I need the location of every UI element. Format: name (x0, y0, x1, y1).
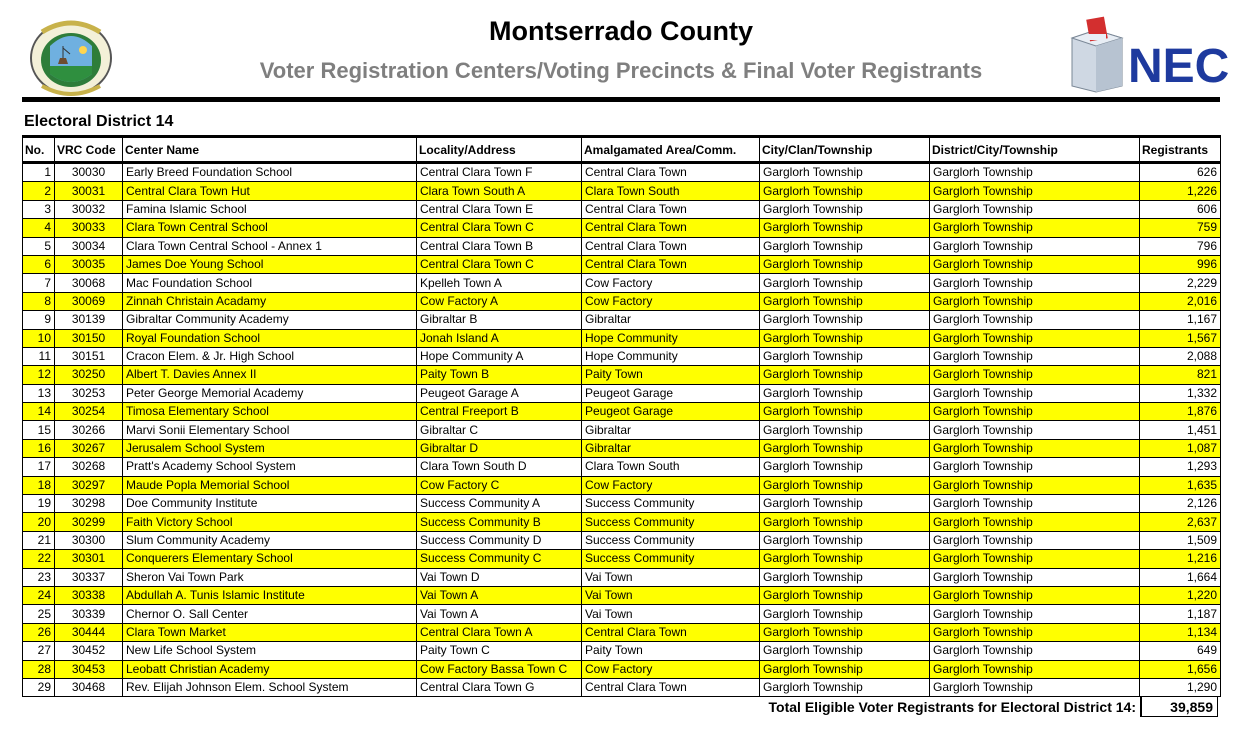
registrants: 1,087 (1140, 439, 1221, 457)
amalgamated-area: Clara Town South (582, 182, 760, 200)
district-township: Garglorh Township (930, 642, 1140, 660)
locality: Gibraltar C (417, 421, 582, 439)
district-township: Garglorh Township (930, 586, 1140, 604)
amalgamated-area: Paity Town (582, 642, 760, 660)
district-township: Garglorh Township (930, 163, 1140, 182)
registrants: 2,637 (1140, 513, 1221, 531)
registrants: 1,293 (1140, 458, 1221, 476)
row-number: 29 (23, 678, 55, 696)
center-name: Maude Popla Memorial School (123, 476, 417, 494)
table-header-row (23, 137, 1221, 163)
vrc-code: 30032 (55, 200, 123, 218)
locality: Vai Town A (417, 586, 582, 604)
registrants: 1,134 (1140, 623, 1221, 641)
locality: Success Community B (417, 513, 582, 531)
registrants: 996 (1140, 255, 1221, 273)
district-township: Garglorh Township (930, 623, 1140, 641)
center-name: Sheron Vai Town Park (123, 568, 417, 586)
vrc-code: 30033 (55, 219, 123, 237)
vrc-code: 30299 (55, 513, 123, 531)
amalgamated-area: Cow Factory (582, 660, 760, 678)
district-township: Garglorh Township (930, 311, 1140, 329)
amalgamated-area: Success Community (582, 550, 760, 568)
city-township: Garglorh Township (760, 366, 930, 384)
locality: Paity Town B (417, 366, 582, 384)
total-value: 39,859 (1140, 696, 1218, 717)
vrc-code: 30338 (55, 586, 123, 604)
district-township: Garglorh Township (930, 347, 1140, 365)
district-heading: Electoral District 14 (24, 113, 174, 130)
registrants: 606 (1140, 200, 1221, 218)
amalgamated-area: Success Community (582, 495, 760, 513)
amalgamated-area: Cow Factory (582, 292, 760, 310)
center-name: Abdullah A. Tunis Islamic Institute (123, 586, 417, 604)
table-row (23, 292, 1221, 310)
city-township: Garglorh Township (760, 274, 930, 292)
vrc-code: 30139 (55, 311, 123, 329)
vrc-code: 30267 (55, 439, 123, 457)
row-number: 22 (23, 550, 55, 568)
row-number: 19 (23, 495, 55, 513)
city-township: Garglorh Township (760, 403, 930, 421)
city-township: Garglorh Township (760, 237, 930, 255)
table-row (23, 495, 1221, 513)
precincts-table (22, 135, 1221, 697)
row-number: 2 (23, 182, 55, 200)
center-name: Clara Town Market (123, 623, 417, 641)
table-row (23, 513, 1221, 531)
vrc-code: 30301 (55, 550, 123, 568)
page-title: Montserrado County (488, 16, 753, 46)
table-row (23, 586, 1221, 604)
table-row (23, 237, 1221, 255)
nec-logo-text: NEC (1128, 40, 1230, 93)
amalgamated-area: Central Clara Town (582, 623, 760, 641)
district-township: Garglorh Township (930, 458, 1140, 476)
registrants: 1,220 (1140, 586, 1221, 604)
row-number: 20 (23, 513, 55, 531)
vrc-code: 30069 (55, 292, 123, 310)
amalgamated-area: Central Clara Town (582, 219, 760, 237)
locality: Central Clara Town A (417, 623, 582, 641)
vrc-code: 30468 (55, 678, 123, 696)
city-township: Garglorh Township (760, 531, 930, 549)
amalgamated-area: Clara Town South (582, 458, 760, 476)
vrc-code: 30337 (55, 568, 123, 586)
locality: Clara Town South A (417, 182, 582, 200)
table-row (23, 347, 1221, 365)
locality: Central Clara Town F (417, 163, 582, 182)
table-row (23, 568, 1221, 586)
center-name: Famina Islamic School (123, 200, 417, 218)
center-name: Jerusalem School System (123, 439, 417, 457)
center-name: Timosa Elementary School (123, 403, 417, 421)
vrc-code: 30444 (55, 623, 123, 641)
registrants: 2,016 (1140, 292, 1221, 310)
amalgamated-area: Central Clara Town (582, 237, 760, 255)
city-township: Garglorh Township (760, 384, 930, 402)
registrants: 1,290 (1140, 678, 1221, 696)
vrc-code: 30297 (55, 476, 123, 494)
locality: Clara Town South D (417, 458, 582, 476)
district-township: Garglorh Township (930, 678, 1140, 696)
city-township: Garglorh Township (760, 568, 930, 586)
row-number: 23 (23, 568, 55, 586)
center-name: Slum Community Academy (123, 531, 417, 549)
locality: Gibraltar B (417, 311, 582, 329)
district-township: Garglorh Township (930, 439, 1140, 457)
amalgamated-area: Hope Community (582, 347, 760, 365)
registrants: 626 (1140, 163, 1221, 182)
registrants: 2,088 (1140, 347, 1221, 365)
district-township: Garglorh Township (930, 403, 1140, 421)
registrants: 1,187 (1140, 605, 1221, 623)
registrants: 649 (1140, 642, 1221, 660)
row-number: 3 (23, 200, 55, 218)
district-township: Garglorh Township (930, 292, 1140, 310)
city-township: Garglorh Township (760, 329, 930, 347)
city-township: Garglorh Township (760, 678, 930, 696)
city-township: Garglorh Township (760, 513, 930, 531)
registrants: 796 (1140, 237, 1221, 255)
district-township: Garglorh Township (930, 329, 1140, 347)
city-township: Garglorh Township (760, 163, 930, 182)
city-township: Garglorh Township (760, 660, 930, 678)
header-divider (22, 97, 1220, 102)
registrants: 1,167 (1140, 311, 1221, 329)
district-township: Garglorh Township (930, 660, 1140, 678)
locality: Central Clara Town G (417, 678, 582, 696)
table-row (23, 439, 1221, 457)
table-row (23, 623, 1221, 641)
city-township: Garglorh Township (760, 642, 930, 660)
center-name: Albert T. Davies Annex II (123, 366, 417, 384)
registrants: 759 (1140, 219, 1221, 237)
row-number: 5 (23, 237, 55, 255)
column-header: VRC Code (55, 137, 123, 163)
registrants: 1,567 (1140, 329, 1221, 347)
locality: Peugeot Garage A (417, 384, 582, 402)
row-number: 6 (23, 255, 55, 273)
district-township: Garglorh Township (930, 605, 1140, 623)
row-number: 13 (23, 384, 55, 402)
row-number: 18 (23, 476, 55, 494)
registrants: 2,229 (1140, 274, 1221, 292)
locality: Vai Town D (417, 568, 582, 586)
table-row (23, 200, 1221, 218)
vrc-code: 30453 (55, 660, 123, 678)
table-row (23, 311, 1221, 329)
row-number: 16 (23, 439, 55, 457)
vrc-code: 30452 (55, 642, 123, 660)
center-name: Royal Foundation School (123, 329, 417, 347)
city-township: Garglorh Township (760, 476, 930, 494)
center-name: Cracon Elem. & Jr. High School (123, 347, 417, 365)
center-name: Zinnah Christain Acadamy (123, 292, 417, 310)
district-township: Garglorh Township (930, 219, 1140, 237)
center-name: Gibraltar Community Academy (123, 311, 417, 329)
locality: Central Clara Town E (417, 200, 582, 218)
city-township: Garglorh Township (760, 200, 930, 218)
district-township: Garglorh Township (930, 200, 1140, 218)
table-row (23, 403, 1221, 421)
district-township: Garglorh Township (930, 531, 1140, 549)
district-township: Garglorh Township (930, 421, 1140, 439)
registrants: 1,216 (1140, 550, 1221, 568)
city-township: Garglorh Township (760, 623, 930, 641)
registrants: 2,126 (1140, 495, 1221, 513)
row-number: 12 (23, 366, 55, 384)
row-number: 9 (23, 311, 55, 329)
center-name: Conquerers Elementary School (123, 550, 417, 568)
center-name: New Life School System (123, 642, 417, 660)
vrc-code: 30268 (55, 458, 123, 476)
locality: Success Community C (417, 550, 582, 568)
locality: Success Community D (417, 531, 582, 549)
district-township: Garglorh Township (930, 550, 1140, 568)
locality: Success Community A (417, 495, 582, 513)
district-township: Garglorh Township (930, 182, 1140, 200)
city-township: Garglorh Township (760, 311, 930, 329)
locality: Vai Town A (417, 605, 582, 623)
amalgamated-area: Gibraltar (582, 439, 760, 457)
district-township: Garglorh Township (930, 255, 1140, 273)
row-number: 24 (23, 586, 55, 604)
vrc-code: 30253 (55, 384, 123, 402)
locality: Central Freeport B (417, 403, 582, 421)
table-row (23, 660, 1221, 678)
amalgamated-area: Success Community (582, 531, 760, 549)
city-township: Garglorh Township (760, 495, 930, 513)
row-number: 25 (23, 605, 55, 623)
amalgamated-area: Central Clara Town (582, 255, 760, 273)
amalgamated-area: Paity Town (582, 366, 760, 384)
center-name: Doe Community Institute (123, 495, 417, 513)
column-header: District/City/Township (930, 137, 1140, 163)
vrc-code: 30030 (55, 163, 123, 182)
center-name: Central Clara Town Hut (123, 182, 417, 200)
vrc-code: 30250 (55, 366, 123, 384)
table-row (23, 476, 1221, 494)
amalgamated-area: Vai Town (582, 568, 760, 586)
row-number: 1 (23, 163, 55, 182)
registrants: 1,635 (1140, 476, 1221, 494)
center-name: Early Breed Foundation School (123, 163, 417, 182)
city-township: Garglorh Township (760, 439, 930, 457)
registrants: 1,664 (1140, 568, 1221, 586)
amalgamated-area: Cow Factory (582, 274, 760, 292)
vrc-code: 30068 (55, 274, 123, 292)
city-township: Garglorh Township (760, 605, 930, 623)
table-row (23, 384, 1221, 402)
vrc-code: 30266 (55, 421, 123, 439)
city-township: Garglorh Township (760, 550, 930, 568)
locality: Central Clara Town C (417, 255, 582, 273)
vrc-code: 30150 (55, 329, 123, 347)
locality: Jonah Island A (417, 329, 582, 347)
row-number: 15 (23, 421, 55, 439)
center-name: Faith Victory School (123, 513, 417, 531)
table-row (23, 605, 1221, 623)
table-row (23, 329, 1221, 347)
city-township: Garglorh Township (760, 292, 930, 310)
amalgamated-area: Vai Town (582, 586, 760, 604)
table-row (23, 366, 1221, 384)
center-name: Mac Foundation School (123, 274, 417, 292)
amalgamated-area: Gibraltar (582, 311, 760, 329)
total-label: Total Eligible Voter Registrants for Electoral District 14: (768, 699, 1136, 715)
amalgamated-area: Central Clara Town (582, 163, 760, 182)
row-number: 17 (23, 458, 55, 476)
table-row (23, 678, 1221, 696)
amalgamated-area: Vai Town (582, 605, 760, 623)
registrants: 1,876 (1140, 403, 1221, 421)
district-township: Garglorh Township (930, 568, 1140, 586)
locality: Cow Factory Bassa Town C (417, 660, 582, 678)
registrants: 1,509 (1140, 531, 1221, 549)
table-row (23, 255, 1221, 273)
locality: Cow Factory C (417, 476, 582, 494)
amalgamated-area: Central Clara Town (582, 200, 760, 218)
table-row (23, 182, 1221, 200)
row-number: 28 (23, 660, 55, 678)
table-row (23, 642, 1221, 660)
registrants: 1,332 (1140, 384, 1221, 402)
column-header: Locality/Address (417, 137, 582, 163)
column-header: City/Clan/Township (760, 137, 930, 163)
vrc-code: 30035 (55, 255, 123, 273)
city-township: Garglorh Township (760, 182, 930, 200)
district-township: Garglorh Township (930, 384, 1140, 402)
amalgamated-area: Central Clara Town (582, 678, 760, 696)
district-township: Garglorh Township (930, 476, 1140, 494)
table-row (23, 421, 1221, 439)
center-name: Pratt's Academy School System (123, 458, 417, 476)
center-name: Peter George Memorial Academy (123, 384, 417, 402)
column-header: Amalgamated Area/Comm. (582, 137, 760, 163)
row-number: 27 (23, 642, 55, 660)
locality: Central Clara Town C (417, 219, 582, 237)
column-header: Registrants (1140, 137, 1221, 163)
table-row (23, 163, 1221, 182)
row-number: 4 (23, 219, 55, 237)
amalgamated-area: Gibraltar (582, 421, 760, 439)
center-name: Clara Town Central School - Annex 1 (123, 237, 417, 255)
locality: Kpelleh Town A (417, 274, 582, 292)
city-township: Garglorh Township (760, 458, 930, 476)
table-row (23, 531, 1221, 549)
column-header: No. (23, 137, 55, 163)
vrc-code: 30298 (55, 495, 123, 513)
locality: Cow Factory A (417, 292, 582, 310)
table-row (23, 219, 1221, 237)
vrc-code: 30300 (55, 531, 123, 549)
locality: Central Clara Town B (417, 237, 582, 255)
vrc-code: 30254 (55, 403, 123, 421)
amalgamated-area: Peugeot Garage (582, 384, 760, 402)
row-number: 10 (23, 329, 55, 347)
row-number: 14 (23, 403, 55, 421)
table-row (23, 274, 1221, 292)
center-name: Chernor O. Sall Center (123, 605, 417, 623)
city-township: Garglorh Township (760, 421, 930, 439)
district-township: Garglorh Township (930, 366, 1140, 384)
locality: Hope Community A (417, 347, 582, 365)
city-township: Garglorh Township (760, 347, 930, 365)
center-name: Leobatt Christian Academy (123, 660, 417, 678)
amalgamated-area: Cow Factory (582, 476, 760, 494)
center-name: Rev. Elijah Johnson Elem. School System (123, 678, 417, 696)
registrants: 1,226 (1140, 182, 1221, 200)
page-subtitle: Voter Registration Centers/Voting Precincts & Final Voter Registrants (259, 58, 983, 83)
table-row (23, 550, 1221, 568)
district-township: Garglorh Township (930, 237, 1140, 255)
city-township: Garglorh Township (760, 255, 930, 273)
amalgamated-area: Peugeot Garage (582, 403, 760, 421)
district-township: Garglorh Township (930, 495, 1140, 513)
amalgamated-area: Hope Community (582, 329, 760, 347)
registrants: 821 (1140, 366, 1221, 384)
center-name: Marvi Sonii Elementary School (123, 421, 417, 439)
row-number: 8 (23, 292, 55, 310)
column-header: Center Name (123, 137, 417, 163)
center-name: Clara Town Central School (123, 219, 417, 237)
nec-logo (1066, 16, 1230, 93)
vrc-code: 30031 (55, 182, 123, 200)
registrants: 1,656 (1140, 660, 1221, 678)
district-township: Garglorh Township (930, 513, 1140, 531)
vrc-code: 30151 (55, 347, 123, 365)
locality: Paity Town C (417, 642, 582, 660)
vrc-code: 30034 (55, 237, 123, 255)
center-name: James Doe Young School (123, 255, 417, 273)
row-number: 26 (23, 623, 55, 641)
vrc-code: 30339 (55, 605, 123, 623)
row-number: 7 (23, 274, 55, 292)
registrants: 1,451 (1140, 421, 1221, 439)
city-township: Garglorh Township (760, 219, 930, 237)
district-township: Garglorh Township (930, 274, 1140, 292)
amalgamated-area: Success Community (582, 513, 760, 531)
city-township: Garglorh Township (760, 586, 930, 604)
row-number: 11 (23, 347, 55, 365)
row-number: 21 (23, 531, 55, 549)
locality: Gibraltar D (417, 439, 582, 457)
table-row (23, 458, 1221, 476)
